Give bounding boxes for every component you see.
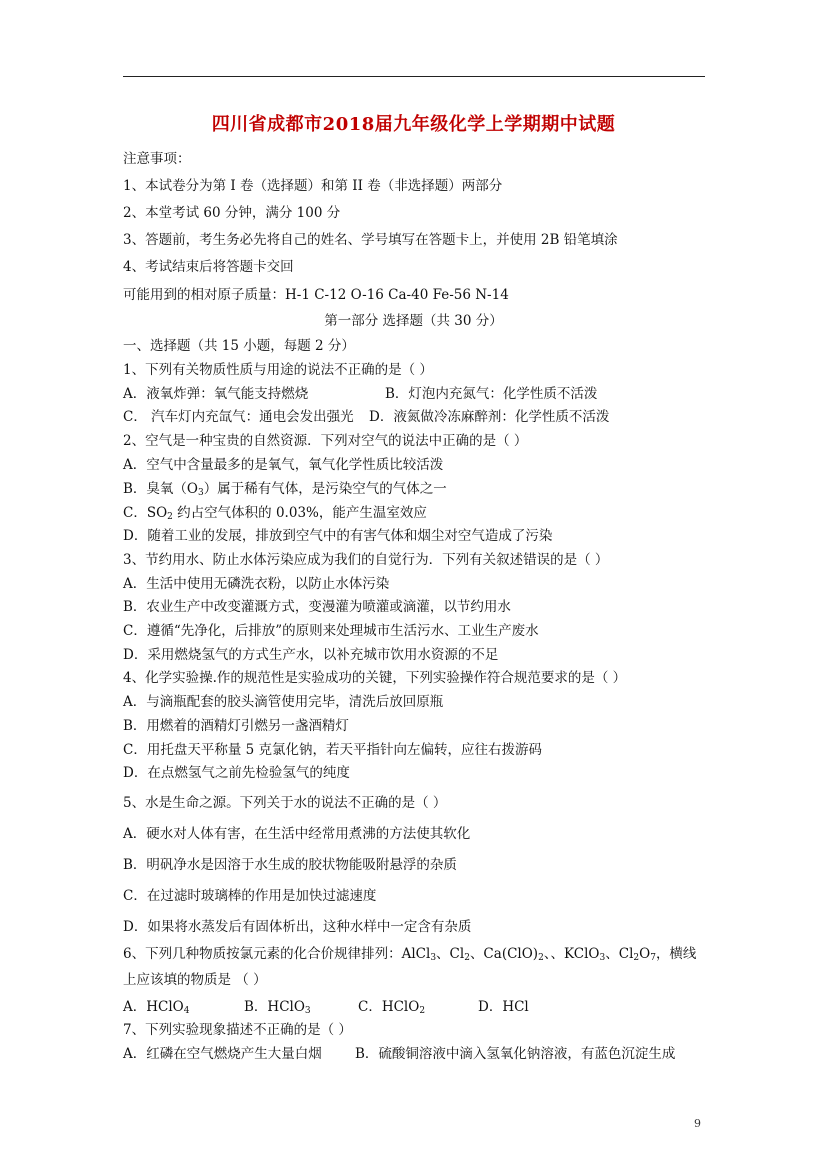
q4-option-d: D．在点燃氢气之前先检验氢气的纯度 — [123, 765, 350, 781]
q1-option-b: B．灯泡内充氮气：化学性质不活泼 — [385, 386, 598, 402]
q2-option-d: D．随着工业的发展，排放到空气中的有害气体和烟尘对空气造成了污染 — [123, 528, 553, 544]
q6-option-b: B．HClO$_3$ — [244, 999, 311, 1016]
note-3: 3、答题前，考生务必先将自己的姓名、学号填写在答题卡上，并使用 2B 铅笔填涂 — [123, 232, 618, 248]
q1-option-d: D．液氮做冷冻麻醉剂：化学性质不活泼 — [369, 409, 610, 425]
q2-stem: 2、空气是一种宝贵的自然资源．下列对空气的说法中正确的是（ ） — [123, 433, 528, 449]
q1-option-c: C． 汽车灯内充氙气：通电会发出强光 — [123, 409, 354, 425]
q7-options-ab — [123, 1045, 705, 1063]
q5-option-c: C．在过滤时玻璃棒的作用是加快过滤速度 — [123, 888, 377, 904]
q4-option-b: B．用燃着的酒精灯引燃另一盏酒精灯 — [123, 718, 349, 734]
page-number: 9 — [694, 1117, 701, 1130]
q2-option-b: B．臭氧$(O_3)$属于稀有气体，是污染空气的气体之一 — [123, 481, 447, 498]
page-title: 四川省成都市2018届九年级化学上学期期中试题 — [211, 114, 616, 135]
notes-header: 注意事项： — [123, 151, 191, 167]
q7-option-a: A．红磷在空气燃烧产生大量白烟 — [123, 1046, 322, 1062]
q5-option-b: B．明矾净水是因溶于水生成的胶状物能吸附悬浮的杂质 — [123, 857, 457, 873]
q2-option-c: C．$SO_2$ 约占空气体积的 0.03%，能产生温室效应 — [123, 505, 427, 522]
section-header: 一、选择题（共 15 小题，每题 2 分） — [123, 338, 355, 354]
part-header: 第一部分 选择题（共 30 分） — [324, 313, 503, 329]
q1-option-a: A．液氧炸弹：氧气能支持燃烧 — [123, 386, 309, 402]
q6-option-a: A．HClO$_4$ — [123, 999, 190, 1016]
q3-option-a: A．生活中使用无磷洗衣粉，以防止水体污染 — [123, 576, 390, 592]
atomic-masses: 可能用到的相对原子质量：H-1 C-12 O-16 Ca-40 Fe-56 N-14 — [123, 287, 509, 303]
header-rule — [123, 76, 705, 77]
q2-option-a: A．空气中含量最多的是氧气，氧气化学性质比较活泼 — [123, 457, 444, 473]
q6-stem: 6、下列几种物质按氯元素的化合价规律排列：AlCl$_3$、$Cl_2$、$Ca(ClO)_2$、、KClO$_3$、$Cl_2O_7$，横线 — [123, 946, 697, 963]
note-1: 1、本试卷分为第 I 卷（选择题）和第 II 卷（非选择题）两部分 — [123, 178, 503, 194]
q7-stem: 7、下列实验现象描述不正确的是（ ） — [123, 1022, 352, 1038]
q3-stem: 3、节约用水、防止水体污染应成为我们的自觉行为．下列有关叙述错误的是（ ） — [123, 552, 609, 568]
q1-stem: 1、下列有关物质性质与用途的说法不正确的是（ ） — [123, 362, 433, 378]
q4-stem: 4、化学实验操.作的规范性是实验成功的关键，下列实验操作符合规范要求的是（ ） — [123, 670, 627, 686]
q6-stem-line2: 上应该填的物质是 （ ） — [123, 972, 267, 988]
q6-option-d: D．HCl — [478, 999, 529, 1015]
q5-option-d: D．如果将水蒸发后有固体析出，这种水样中一定含有杂质 — [123, 919, 472, 935]
q7-option-b: B．硫酸铜溶液中滴入氢氧化钠溶液，有蓝色沉淀生成 — [355, 1046, 676, 1062]
q5-option-a: A．硬水对人体有害，在生活中经常用煮沸的方法使其软化 — [123, 826, 471, 842]
q3-option-c: C．遵循“先净化，后排放”的原则来处理城市生活污水、工业生产废水 — [123, 623, 539, 639]
q4-option-c: C．用托盘天平称量 5 克氯化钠，若天平指针向左偏转，应往右拨游码 — [123, 742, 543, 758]
q1-options-ab — [123, 385, 705, 403]
q4-option-a: A．与滴瓶配套的胶头滴管使用完毕，清洗后放回原瓶 — [123, 694, 444, 710]
q3-option-d: D．采用燃烧氢气的方式生产水，以补充城市饮用水资源的不足 — [123, 647, 499, 663]
q1-options-cd — [123, 408, 705, 426]
q6-option-c: C．HClO$_2$ — [358, 999, 426, 1016]
q6-formula-sequence: AlCl$_3$、$Cl_2$、$Ca(ClO)_2$、、KClO$_3$、$Cl_2O_7$ — [401, 946, 656, 963]
q6-options — [123, 998, 705, 1016]
q3-option-b: B．农业生产中改变灌溉方式，变漫灌为喷灌或滴灌，以节约用水 — [123, 599, 511, 615]
note-4: 4、考试结束后将答题卡交回 — [123, 259, 294, 275]
note-2: 2、本堂考试 60 分钟，满分 100 分 — [123, 205, 341, 221]
q5-stem: 5、水是生命之源。下列关于水的说法不正确的是（ ） — [123, 795, 447, 811]
